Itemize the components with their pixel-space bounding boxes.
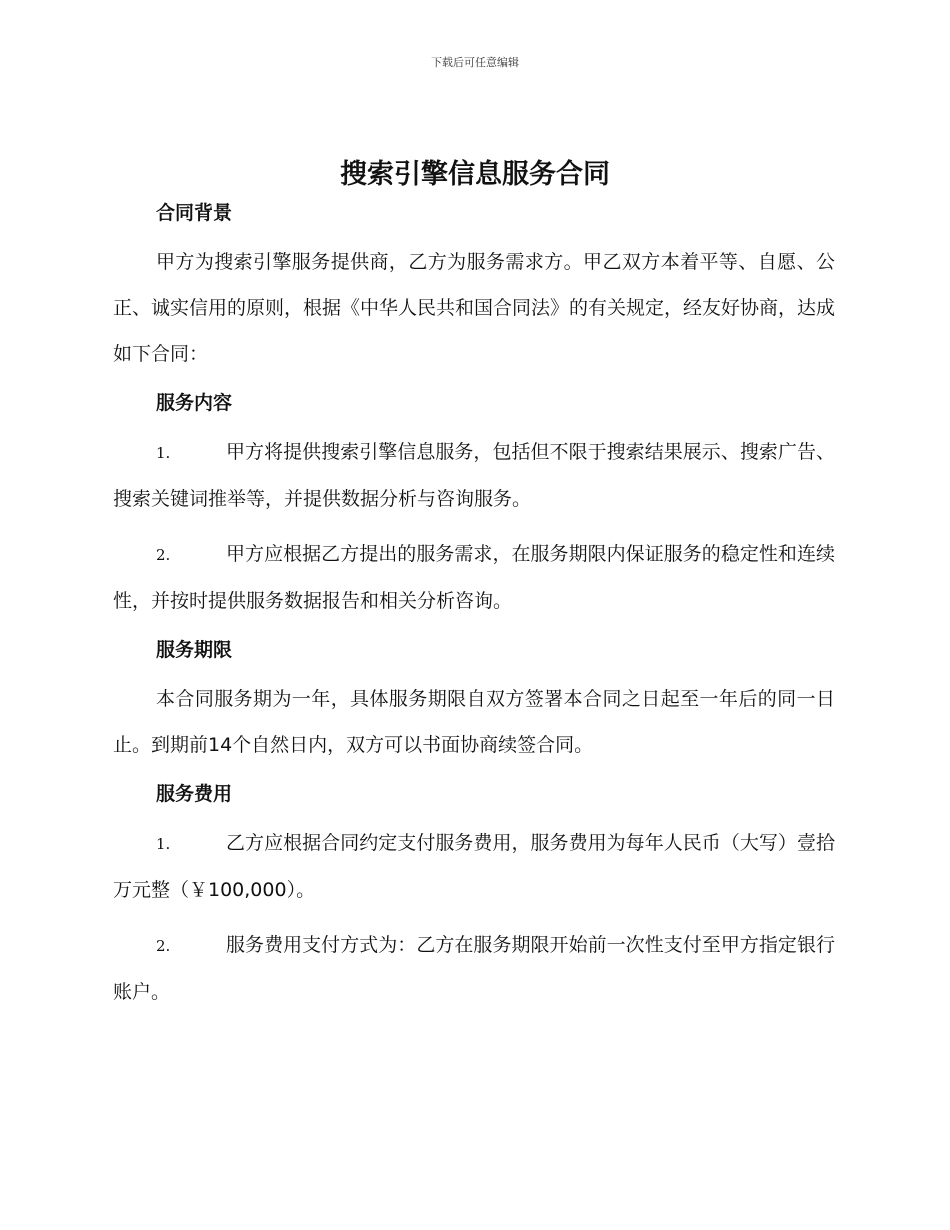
content-item-2 xyxy=(113,531,835,624)
section-heading-term: 服务期限 xyxy=(156,639,233,661)
item-text: 甲方应根据乙方提出的服务需求，在服务期限内保证服务的稳定性和连续性，并按时提供服务数据报告和相关分析咨询。 xyxy=(113,543,835,612)
fees-item-1 xyxy=(113,820,835,913)
item-text: 甲方将提供搜索引擎信息服务，包括但不限于搜索结果展示、搜索广告、搜索关键词推举等，并提供数据分析与咨询服务。 xyxy=(113,441,835,510)
item-number: 2. xyxy=(156,937,171,955)
document-body xyxy=(113,196,835,1015)
item-number: 1. xyxy=(156,835,171,853)
item-text: 乙方应根据合同约定支付服务费用，服务费用为每年人民币（大写）壹拾万元整（￥100,000）。 xyxy=(113,832,835,901)
content-item-1 xyxy=(113,429,835,522)
section-heading-background: 合同背景 xyxy=(156,202,233,224)
header-note: 下载后可任意编辑 xyxy=(431,56,519,69)
term-paragraph: 本合同服务期为一年，具体服务期限自双方签署本合同之日起至一年后的同一日止。到期前14个自然日内，双方可以书面协商续签合同。 xyxy=(113,688,835,756)
item-text: 服务费用支付方式为：乙方在服务期限开始前一次性支付至甲方指定银行账户。 xyxy=(113,934,835,1003)
item-number: 2. xyxy=(156,546,171,564)
item-number: 1. xyxy=(156,444,171,462)
section-heading-content: 服务内容 xyxy=(156,392,233,414)
section-heading-fees: 服务费用 xyxy=(156,783,233,805)
background-paragraph: 甲方为搜索引擎服务提供商，乙方为服务需求方。甲乙双方本着平等、自愿、公正、诚实信用的原则，根据《中华人民共和国合同法》的有关规定，经友好协商，达成如下合同： xyxy=(113,251,836,365)
fees-item-2 xyxy=(113,922,835,1015)
document-title: 搜索引擎信息服务合同 xyxy=(340,159,610,190)
